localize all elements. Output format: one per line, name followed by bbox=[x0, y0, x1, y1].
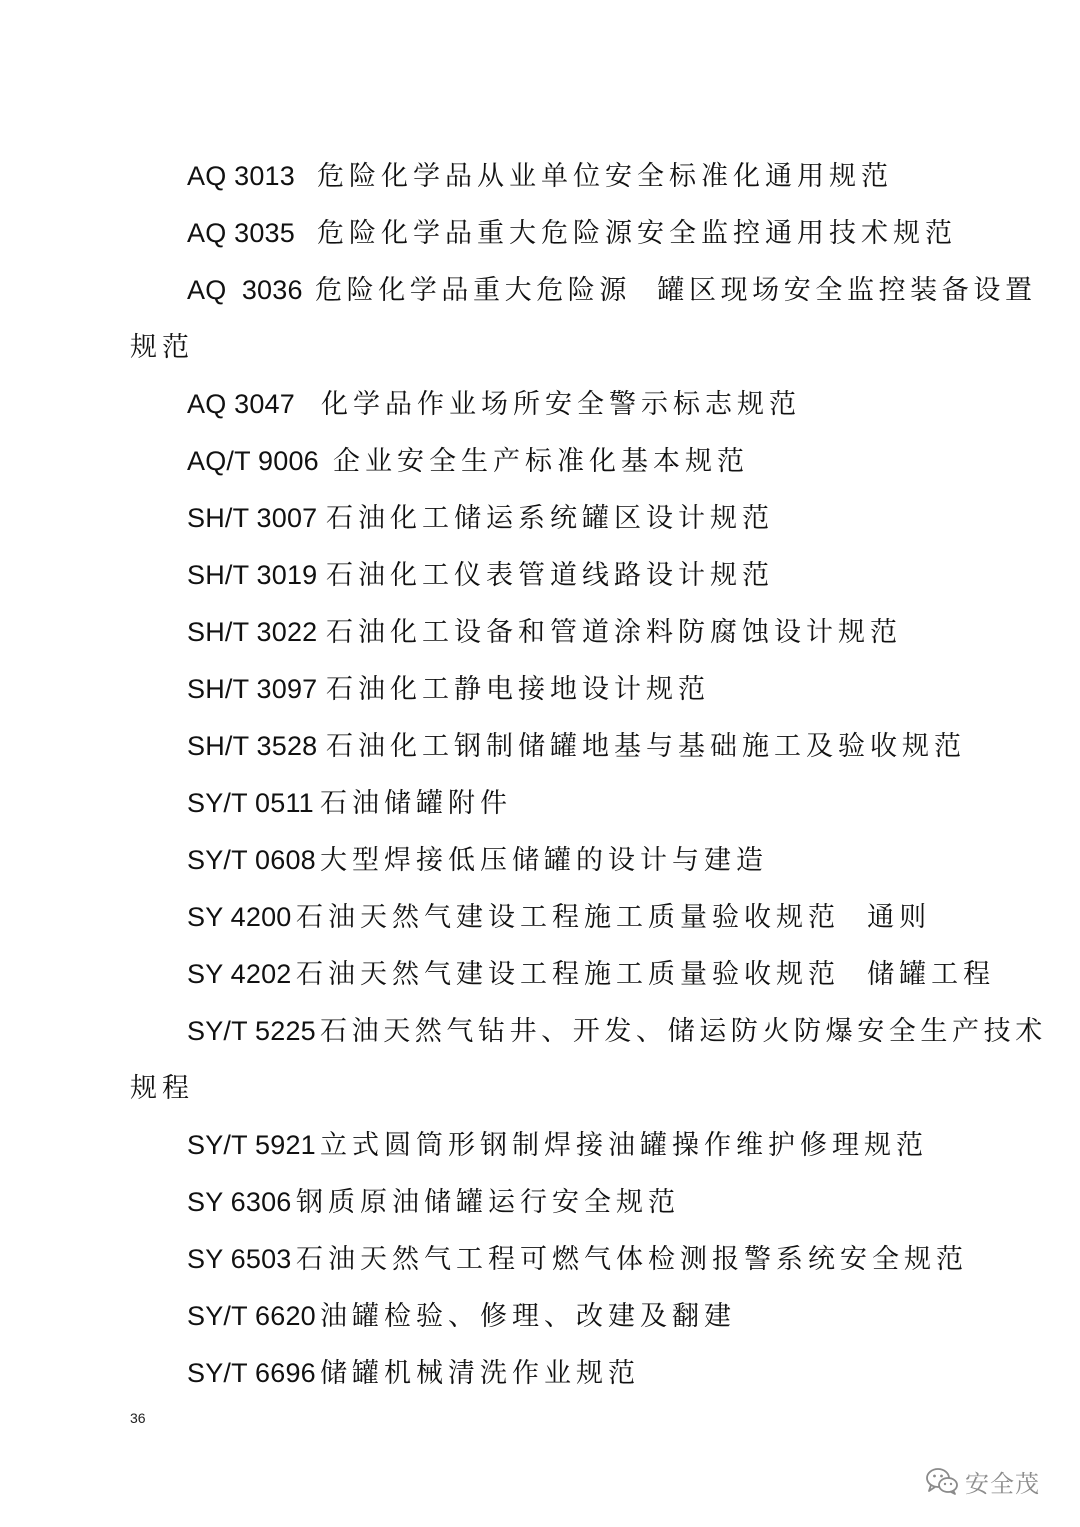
list-item bbox=[130, 1174, 980, 1231]
standard-code: SY 4200 bbox=[187, 902, 292, 932]
standard-title: 石油化工钢制储罐地基与基础施工及验收规范 bbox=[326, 731, 966, 762]
list-item bbox=[130, 718, 980, 775]
standard-title: 石油储罐附件 bbox=[320, 788, 512, 819]
list-item bbox=[130, 433, 980, 490]
standard-title: 油罐检验、修理、改建及翻建 bbox=[320, 1301, 736, 1332]
list-item bbox=[130, 775, 980, 832]
list-item bbox=[130, 547, 980, 604]
list-item bbox=[130, 490, 980, 547]
list-item bbox=[130, 1288, 980, 1345]
title-continuation: 规范 bbox=[130, 332, 194, 363]
list-item bbox=[130, 1117, 980, 1174]
standard-code: AQ/T 9006 bbox=[187, 446, 319, 476]
standard-code: SY/T 0511 bbox=[187, 788, 314, 818]
standard-code: SH/T 3528 bbox=[187, 731, 318, 761]
standard-code: SY/T 0608 bbox=[187, 845, 316, 875]
standard-title: 钢质原油储罐运行安全规范 bbox=[296, 1187, 680, 1218]
standard-code: SH/T 3097 bbox=[187, 674, 318, 704]
standard-title: 危险化学品重大危险源安全监控通用技术规范 bbox=[317, 218, 957, 249]
standard-code: SY/T 6696 bbox=[187, 1358, 316, 1388]
standard-code: SY/T 6620 bbox=[187, 1301, 316, 1331]
standard-title: 大型焊接低压储罐的设计与建造 bbox=[320, 845, 768, 876]
standard-code: SH/T 3022 bbox=[187, 617, 318, 647]
standard-code: SY/T 5225 bbox=[187, 1016, 316, 1046]
standard-code: SY/T 5921 bbox=[187, 1130, 316, 1160]
standard-code: AQ 3047 bbox=[187, 389, 295, 419]
list-item bbox=[130, 661, 980, 718]
title-continuation: 规程 bbox=[130, 1073, 194, 1104]
standard-code: AQ 3013 bbox=[187, 161, 295, 191]
standard-title: 危险化学品从业单位安全标准化通用规范 bbox=[317, 161, 893, 192]
standard-title: 石油天然气建设工程施工质量验收规范 通则 bbox=[296, 902, 932, 933]
standards-list bbox=[130, 148, 1047, 1402]
standard-code: SH/T 3019 bbox=[187, 560, 318, 590]
standard-title: 石油化工仪表管道线路设计规范 bbox=[326, 560, 774, 591]
standard-code: SY 4202 bbox=[187, 959, 292, 989]
list-item bbox=[130, 148, 980, 205]
list-item bbox=[130, 1231, 980, 1288]
standard-title: 立式圆筒形钢制焊接油罐操作维护修理规范 bbox=[320, 1130, 928, 1161]
standard-code: AQ 3035 bbox=[187, 218, 295, 248]
list-item bbox=[130, 376, 980, 433]
standard-title: 石油化工储运系统罐区设计规范 bbox=[326, 503, 774, 534]
standard-title: 储罐机械清洗作业规范 bbox=[320, 1358, 640, 1389]
list-item-continuation bbox=[130, 319, 980, 376]
standard-title: 石油化工设备和管道涂料防腐蚀设计规范 bbox=[326, 617, 902, 648]
standard-title: 化学品作业场所安全警示标志规范 bbox=[321, 389, 801, 420]
list-item bbox=[130, 262, 1037, 319]
list-item bbox=[130, 205, 980, 262]
list-item bbox=[130, 604, 980, 661]
list-item bbox=[130, 1003, 1047, 1060]
standard-title: 危险化学品重大危险源 罐区现场安全监控装备设置 bbox=[315, 275, 1037, 306]
page-number: 36 bbox=[130, 1410, 146, 1426]
wechat-icon bbox=[925, 1466, 959, 1496]
standard-title: 石油天然气建设工程施工质量验收规范 储罐工程 bbox=[296, 959, 996, 990]
list-item-continuation bbox=[130, 1060, 980, 1117]
standard-title: 石油天然气工程可燃气体检测报警系统安全规范 bbox=[296, 1244, 968, 1275]
list-item bbox=[130, 1345, 980, 1402]
standard-title: 企业安全生产标准化基本规范 bbox=[333, 446, 749, 477]
standard-code: SY 6503 bbox=[187, 1244, 292, 1274]
watermark bbox=[925, 1464, 1040, 1498]
standard-title: 石油化工静电接地设计规范 bbox=[326, 674, 710, 705]
list-item bbox=[130, 832, 980, 889]
standard-code: SH/T 3007 bbox=[187, 503, 318, 533]
standard-title: 石油天然气钻井、开发、储运防火防爆安全生产技术 bbox=[320, 1016, 1047, 1047]
standard-code: AQ 3036 bbox=[187, 275, 303, 305]
watermark-text: 安全茂 bbox=[965, 1469, 1040, 1498]
list-item bbox=[130, 889, 980, 946]
standard-code: SY 6306 bbox=[187, 1187, 292, 1217]
list-item bbox=[130, 946, 996, 1003]
